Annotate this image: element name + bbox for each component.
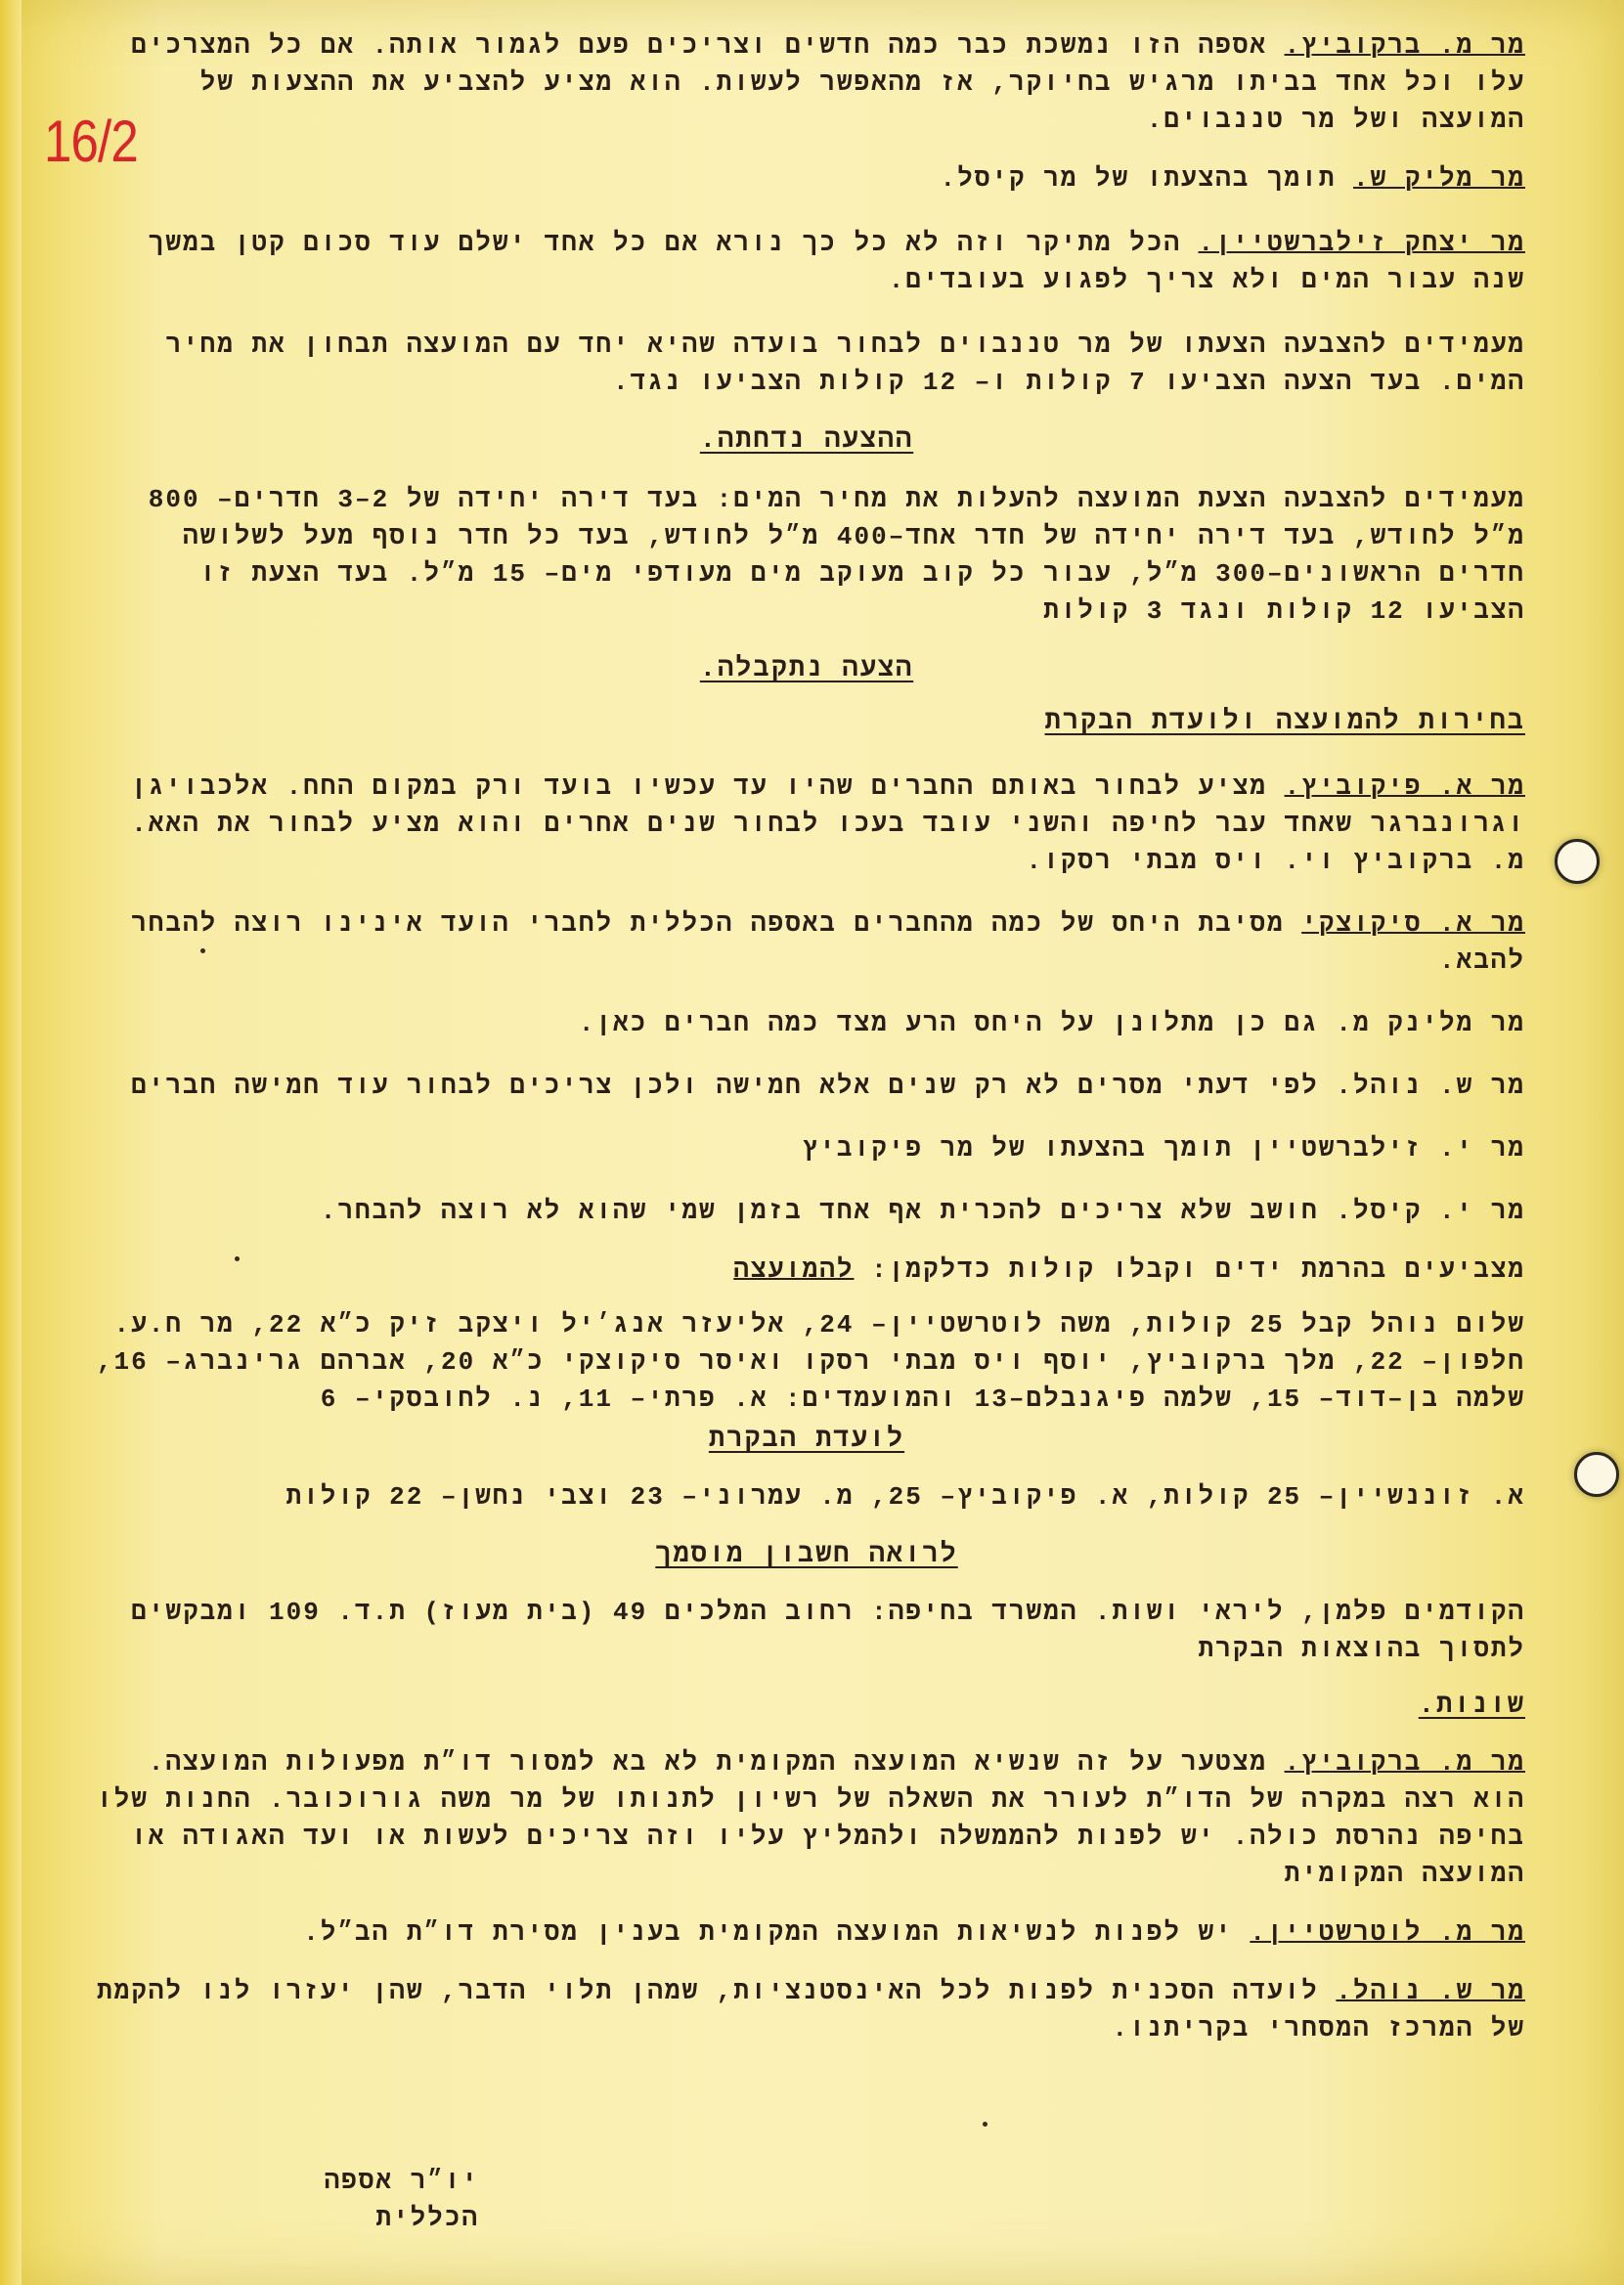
speaker-name: מר א. סיקוצקי	[1301, 909, 1525, 939]
paragraph-text: אספה הזו נמשכת כבר כמה חדשים וצריכים פעם לגמור אותה. אם כל המצרכים עלו וכל אחד בביתו מרגיש בחיוקר, אז מהאפשר לעשות. הוא מציע להצביע את ההצעות של המועצה ושל מר טננבוים.	[131, 31, 1525, 135]
paragraph-text: תומך בהצעתו של מר פיקוביץ	[802, 1134, 1233, 1164]
vote-line-prefix: מצביעים בהרמת ידים וקבלו קולות כדלקמן:	[871, 1255, 1525, 1285]
heading-accountant: לרואה חשבון מוסמך	[655, 1541, 958, 1570]
vote-line-target: להמועצה	[733, 1255, 855, 1285]
paragraph-text: תומך בהצעתו של מר קיסל.	[940, 164, 1337, 194]
paragraph-text: חושב שלא צריכים להכרית אף אחד בזמן שמי שהוא לא רוצה להבחר.	[320, 1197, 1319, 1226]
accountant-text: הקודמים פלמן, ליראי ושות. המשרד בחיפה: רחוב המלכים 49 (בית מעוז) ת.ד. 109 ומבקשים לתסוך בהוצאות הבקרת	[131, 1598, 1525, 1664]
speaker-name: מר א. פיקוביץ.	[1284, 772, 1525, 802]
audit-results: א. זוננשיין– 25 קולות, א. פיקוביץ– 25, מ. עמרוני– 23 וצבי נחשן– 22 קולות	[285, 1482, 1525, 1512]
paragraph	[88, 1973, 1525, 2047]
council-results: שלום נוהל קבל 25 קולות, משה לוטרשטיין– 24, אליעזר אנג׳יל ויצקב זיק כ״א 22, מר ח.ע. חלפון– 22, מלך ברקוביץ, יוסף ויס מבתי רסקו ואיסר סיקוצקי כ״א 20, אברהם גרינברג– 16, שלמה בן–דוד– 15, שלמה פיגנבלם–13 והמועמדים: א. פרתי– 11, נ. לחובסקי– 6	[96, 1310, 1525, 1414]
paragraph	[88, 27, 1525, 139]
paragraph	[88, 1130, 1525, 1167]
paper-edge	[0, 0, 22, 2285]
speaker-name: מר י. קיסל.	[1336, 1197, 1525, 1226]
page-reference-number: 16/2	[44, 109, 138, 174]
paragraph	[88, 327, 1525, 401]
ink-speck	[983, 2122, 988, 2127]
heading-accepted: הצעה נתקבלה.	[699, 655, 914, 684]
heading-misc: שונות.	[1418, 1692, 1525, 1721]
paragraph-text: מצטער על זה שנשיא המועצה המקומית לא בא למסור דו״ת מפעולות המועצה. הוא רצה במקרה של הדו״ת לעורר את השאלה של רשיון לתנותו של מר משה גורוכובר. החנות שלו בחיפה נהרסת כולה. יש לפנות להממשלה ולהמליץ עליו וזה צריכים לעשות או ועד האגודה או המועצה המקומית	[96, 1748, 1525, 1889]
speaker-name: מר ש. נוהל.	[1336, 1977, 1525, 2006]
paragraph-text: מעמידים להצבעה הצעתו של מר טננבוים לבחור בועדה שהיא יחד עם המועצה תבחון את מחיר המים. בעד הצעה הצביעו 7 קולות ו– 12 קולות הצביעו נגד.	[165, 330, 1525, 397]
punch-hole	[1555, 839, 1600, 884]
paragraph	[88, 1005, 1525, 1042]
paragraph	[88, 905, 1525, 980]
paragraph	[88, 1914, 1525, 1952]
speaker-name: מר יצחק זילברשטיין.	[1198, 229, 1525, 258]
paragraph	[88, 1193, 1525, 1230]
paragraph-text: לפי דעתי מסרים לא רק שנים אלא חמישה ולכן צריכים לבחור עוד חמישה חברים	[131, 1072, 1319, 1101]
paragraph-text: גם כן מתלונן על היחס הרע מצד כמה חברים כאן.	[578, 1009, 1319, 1038]
speaker-name: מר מ. ברקוביץ.	[1284, 31, 1525, 61]
paragraph-text: מסיבת היחס של כמה מהחברים באספה הכללית לחברי הועד אינינו רוצה להבחר להבא.	[131, 909, 1525, 976]
paragraph	[88, 160, 1525, 198]
speaker-name: מר מליק ש.	[1352, 164, 1525, 194]
signature-block	[225, 2163, 479, 2237]
paragraph	[88, 225, 1525, 299]
vote-line	[88, 1252, 1525, 1289]
heading-elections: בחירות להמועצה ולועדת הבקרת	[1044, 708, 1525, 737]
paragraph-text: לועדה הסכנית לפנות לכל האינסטנציות, שמהן תלוי הדבר, שהן יעזרו לנו להקמת של המרכז המסחרי בקריתנו.	[96, 1977, 1525, 2043]
paragraph	[88, 1744, 1525, 1893]
minutes-body	[88, 27, 1525, 2047]
heading-rejected: ההצעה נדחתה.	[699, 426, 914, 456]
speaker-name: מר מלינק מ.	[1336, 1009, 1525, 1038]
speaker-name: מר י. זילברשטיין	[1250, 1134, 1525, 1164]
paragraph	[88, 769, 1525, 880]
signature-line: יו״ר אספה	[324, 2167, 479, 2196]
paragraph-text: הכל מתיקר וזה לא כל כך נורא אם כל אחד ישלם עוד סכום קטן במשך שנה עבור המים ולא צריך לפגוע בעובדים.	[148, 229, 1525, 295]
punch-hole	[1574, 1452, 1619, 1497]
speaker-name: מר מ. ברקוביץ.	[1284, 1748, 1525, 1778]
paragraph-text: יש לפנות לנשיאות המועצה המקומית בענין מסירת דו״ת הב״ל.	[303, 1918, 1233, 1948]
speaker-name: מר מ. לוטרשטיין.	[1250, 1918, 1525, 1948]
paragraph	[88, 1068, 1525, 1105]
signature-line: הכללית	[375, 2204, 479, 2233]
heading-audit: לועדת הבקרת	[708, 1426, 905, 1455]
paragraph-vote-water: מעמידים להצבעה הצעת המועצה להעלות את מחיר המים: בעד דירה יחידה של 2–3 חדרים– 800 מ״ל לחודש, בעד דירה יחידה של חדר אחד–400 מ״ל לחודש, בעד כל חדר נוסף מעל לשלושה חדרים הראשונים–300 מ״ל, עבור כל קוב מעוקב מים מעודפי מים– 15 מ״ל. בעד הצעת זו הצביעו 12 קולות ונגד 3 קולות	[148, 485, 1525, 626]
paragraph-text: מציע לבחור באותם החברים שהיו עד עכשיו בועד ורק במקום החח. אלכבויגן וגרונברגר שאחד עבר לחיפה והשני עובד בעכו לבחור שנים אחרים והוא מציע לבחור את האא. מ. ברקוביץ וי. ויס מבתי רסקו.	[131, 772, 1525, 876]
speaker-name: מר ש. נוהל.	[1336, 1072, 1525, 1101]
